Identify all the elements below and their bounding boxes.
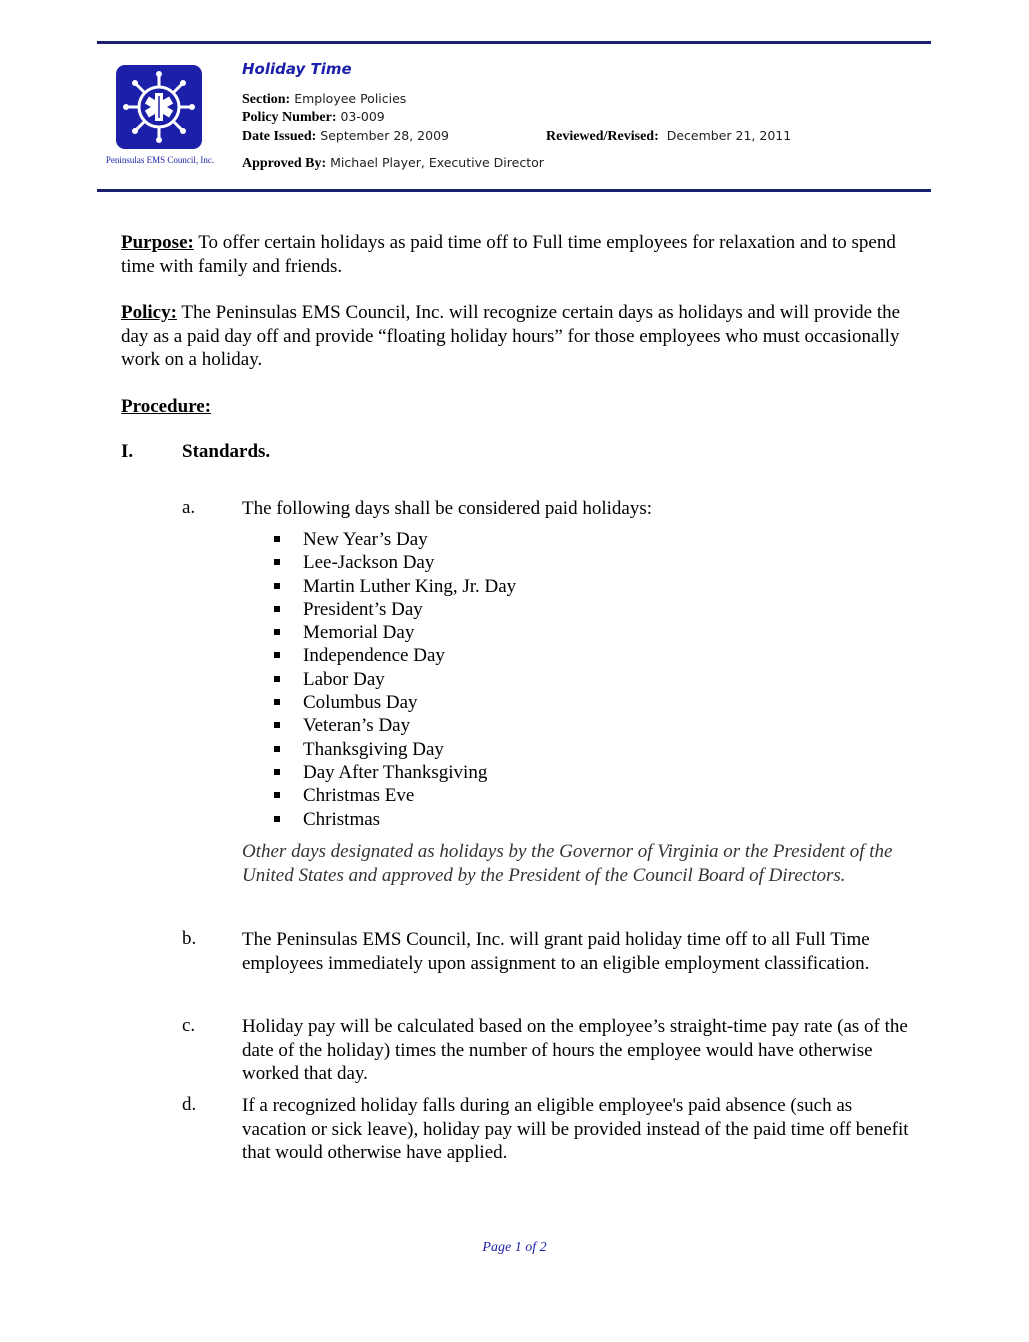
list-item: [272, 528, 516, 551]
holiday-list: [272, 528, 516, 831]
holiday-name: Memorial Day: [303, 622, 415, 644]
holiday-name: Day After Thanksgiving: [303, 761, 488, 783]
holiday-name: Thanksgiving Day: [303, 738, 444, 760]
document-title: Holiday Time: [242, 60, 352, 78]
item-letter-d: d.: [182, 1094, 197, 1115]
bullet-icon: [274, 559, 280, 565]
org-logo: [116, 65, 202, 149]
list-item: [272, 575, 516, 598]
holiday-name: Labor Day: [303, 668, 385, 690]
policy-text: The Peninsulas EMS Council, Inc. will recognize certain days as holidays and will provide the day as a paid day off and provide “floating holiday hours” for those employees who must occasionally work on a holiday.: [121, 302, 901, 370]
list-item: [272, 598, 516, 621]
item-text-b: The Peninsulas EMS Council, Inc. will grant paid holiday time off to all Full Time employees immediately upon assignment to an eligible employment classification.: [242, 929, 870, 974]
reviewed-label: Reviewed/Revised:: [546, 129, 659, 144]
holiday-name: Christmas: [303, 808, 381, 830]
holiday-name: Lee-Jackson Day: [303, 552, 435, 574]
date-issued-value: September 28, 2009: [320, 128, 449, 143]
holiday-name: New Year’s Day: [303, 529, 428, 550]
item-letter-c: c.: [182, 1015, 196, 1036]
item-text-a: The following days shall be considered paid holidays:: [242, 498, 652, 519]
date-issued-line: [242, 128, 449, 145]
holiday-name: President’s Day: [303, 598, 423, 620]
bullet-icon: [274, 652, 280, 658]
list-item: [272, 691, 516, 714]
list-item: [272, 644, 516, 667]
bullet-icon: [274, 792, 280, 798]
approved-label: Approved By:: [242, 156, 327, 171]
header-top-rule: [97, 41, 931, 44]
approved-value: Michael Player, Executive Director: [330, 155, 544, 170]
section-label: Section:: [242, 92, 291, 107]
bullet-icon: [274, 816, 280, 822]
section-line: [242, 91, 406, 108]
section-number: I.: [121, 441, 134, 462]
policy-paragraph: [121, 301, 911, 372]
list-item: [272, 808, 516, 831]
ship-wheel-star-of-life-icon: [116, 65, 202, 149]
page-number: Page 1 of 2: [482, 1240, 547, 1255]
holiday-note: Other days designated as holidays by the Governor of Virginia or the President of the United States and approved by the President of the Council Board of Directors.: [242, 841, 893, 886]
holiday-name: Veteran’s Day: [303, 715, 411, 737]
item-letter-a: a.: [182, 497, 196, 518]
procedure-label: Procedure:: [121, 396, 212, 417]
org-caption: Peninsulas EMS Council, Inc.: [105, 155, 215, 165]
section-title: Standards.: [182, 441, 271, 462]
list-item: [272, 714, 516, 737]
list-item: [272, 738, 516, 761]
date-issued-label: Date Issued:: [242, 129, 317, 144]
list-item: [272, 784, 516, 807]
list-item: [272, 761, 516, 784]
holiday-name: Columbus Day: [303, 692, 418, 714]
bullet-icon: [274, 722, 280, 728]
header-bottom-rule: [97, 189, 931, 192]
policy-label: Policy:: [121, 302, 177, 323]
list-item: [272, 621, 516, 644]
item-letter-b: b.: [182, 928, 197, 949]
bullet-icon: [274, 769, 280, 775]
bullet-icon: [274, 606, 280, 612]
policy-number-label: Policy Number:: [242, 110, 337, 125]
item-text-d: If a recognized holiday falls during an eligible employee's paid absence (such as vacation or sick leave), holiday pay will be provided instead of the paid time off benefit that would otherwise have applied.: [242, 1095, 909, 1163]
list-item: [272, 668, 516, 691]
approved-line: [242, 155, 544, 172]
reviewed-value: December 21, 2011: [666, 128, 792, 143]
holiday-name: Independence Day: [303, 645, 445, 667]
bullet-icon: [274, 629, 280, 635]
purpose-label: Purpose:: [121, 232, 194, 253]
item-text-c: Holiday pay will be calculated based on the employee’s straight-time pay rate (as of the date of the holiday) times the number of hours the employee would have otherwise worked that day.: [242, 1016, 908, 1084]
purpose-text: To offer certain holidays as paid time off to Full time employees for relaxation and to spend time with family and friends.: [121, 232, 896, 277]
policy-number-value: 03-009: [340, 109, 385, 124]
section-value: Employee Policies: [294, 91, 407, 106]
bullet-icon: [274, 676, 280, 682]
holiday-name: Martin Luther King, Jr. Day: [303, 575, 517, 597]
policy-number-line: [242, 109, 385, 126]
reviewed-line: [546, 128, 791, 145]
bullet-icon: [274, 583, 280, 589]
list-item: [272, 551, 516, 574]
procedure-heading: [121, 395, 911, 419]
holiday-name: Christmas Eve: [303, 785, 415, 807]
bullet-icon: [274, 536, 280, 542]
purpose-paragraph: [121, 231, 911, 278]
bullet-icon: [274, 746, 280, 752]
bullet-icon: [274, 699, 280, 705]
